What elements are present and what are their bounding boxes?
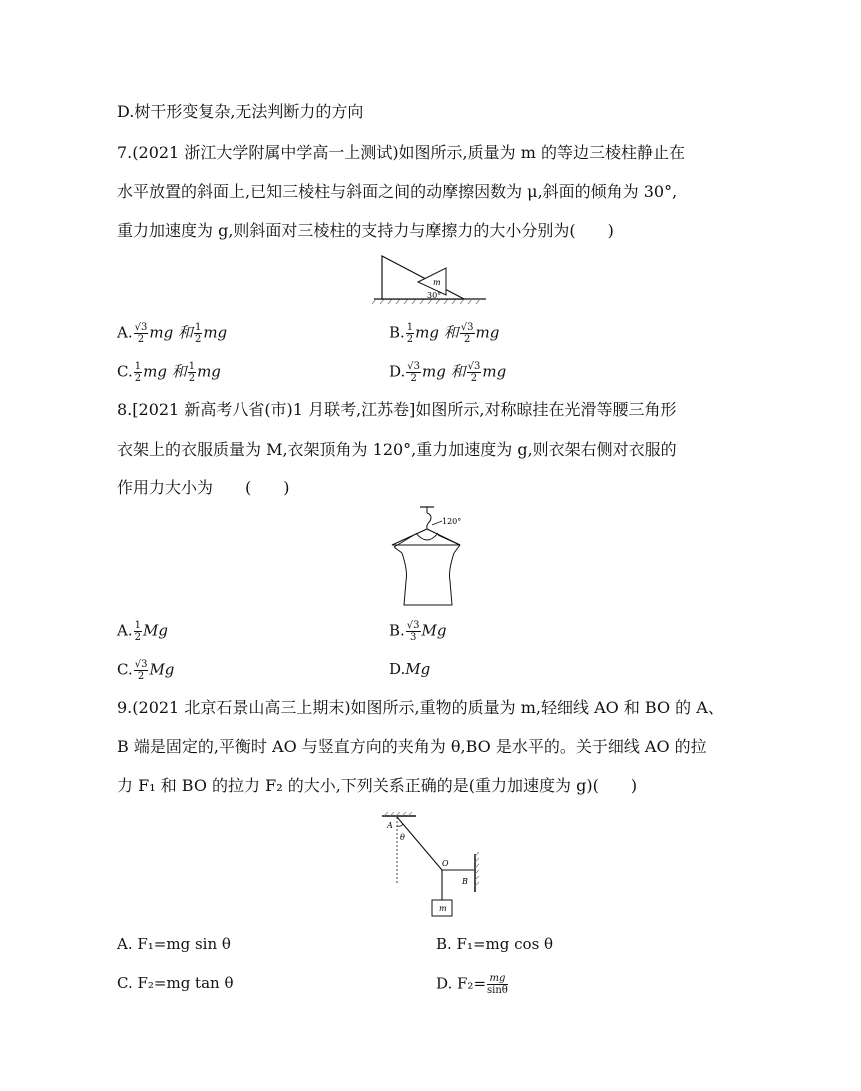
- q9-option-c: C. F₂=mg tan θ: [117, 974, 234, 992]
- q8-option-c: C. $\frac{√3}{2}$ Mg: [117, 659, 175, 682]
- q9-text-line-2: B 端是固定的,平衡时 AO 与竖直方向的夹角为 θ,BO 是水平的。关于细线 AO 的拉: [117, 737, 707, 756]
- q9-option-a: A. F₁=mg sin θ: [117, 935, 231, 953]
- q7-text-line-1: 7.(2021 浙江大学附属中学高一上测试)如图所示,质量为 m 的等边三棱柱静止在: [117, 143, 685, 162]
- q7-mass-label: m: [433, 278, 441, 287]
- q9-rope-ao: [397, 817, 442, 870]
- q8-option-d: D.Mg: [389, 660, 431, 678]
- q8-text-line-1: 8.[2021 新高考八省(市)1 月联考,江苏卷]如图所示,对称晾挂在光滑等腰三角形: [117, 400, 677, 419]
- q8-angle-label: 120°: [442, 517, 462, 526]
- q6-option-d: D.树干形变复杂,无法判断力的方向: [117, 102, 364, 121]
- q8-hanger-figure: [388, 505, 484, 609]
- q7-text-line-2: 水平放置的斜面上,已知三棱柱与斜面之间的动摩擦因数为 μ,斜面的倾角为 30°,: [117, 182, 678, 201]
- q9-text-line-3: 力 F₁ 和 BO 的拉力 F₂ 的大小,下列关系正确的是(重力加速度为 g)( ): [117, 776, 638, 795]
- q8-option-a: A. $\frac{1}{2}$ Mg: [117, 620, 168, 643]
- q7-incline-figure: [372, 254, 488, 304]
- q7-incline-wedge: [382, 256, 464, 299]
- q9-text-line-1: 9.(2021 北京石景山高三上期末)如图所示,重物的质量为 m,轻细线 AO 和 BO 的 A、: [117, 698, 724, 717]
- q7-option-b: B. $\frac{1}{2}$ mg 和 $\frac{√3}{2}$ mg: [389, 322, 500, 345]
- q8-text-line-3: 作用力大小为 ( ): [117, 478, 290, 497]
- q7-angle-label: 30°: [427, 291, 442, 300]
- q9-rope-figure: [380, 812, 488, 920]
- q7-option-d: D. $\frac{√3}{2}$ mg 和 $\frac{√3}{2}$ mg: [389, 361, 507, 384]
- q9-label-theta: θ: [400, 833, 405, 842]
- q8-option-b: B. $\frac{√3}{3}$ Mg: [389, 620, 447, 643]
- q8-shirt: [402, 553, 454, 605]
- q7-option-c: C. $\frac{1}{2}$ mg 和 $\frac{1}{2}$ mg: [117, 361, 221, 384]
- q9-option-b: B. F₁=mg cos θ: [436, 935, 554, 953]
- q9-option-d: D. F₂= $\frac{mg}{\sin\theta}$: [436, 973, 508, 996]
- q9-label-b: B: [462, 877, 468, 886]
- q9-label-m: m: [439, 904, 447, 913]
- q9-label-o: O: [442, 859, 449, 868]
- q7-text-line-3: 重力加速度为 g,则斜面对三棱柱的支持力与摩擦力的大小分别为( ): [117, 221, 614, 240]
- q7-option-a: A. $\frac{√3}{2}$ mg 和 $\frac{1}{2}$ mg: [117, 322, 228, 345]
- q9-label-a: A: [387, 821, 393, 830]
- q8-text-line-2: 衣架上的衣服质量为 M,衣架顶角为 120°,重力加速度为 g,则衣架右侧对衣服的: [117, 440, 677, 459]
